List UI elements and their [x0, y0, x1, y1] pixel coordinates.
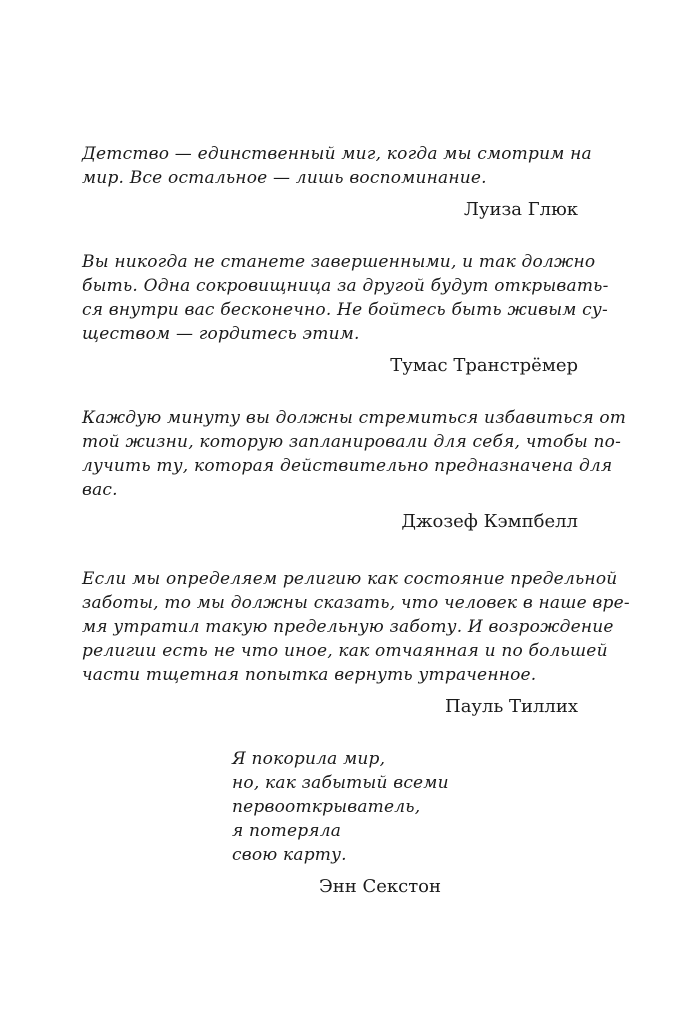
- poem-line: но, как забытый всеми: [232, 773, 449, 793]
- epigraph-tillich: [82, 567, 630, 719]
- quote-line: той жизни, которую запланировали для себя, чтобы по-: [82, 432, 622, 452]
- poem-line: первооткрыватель,: [232, 797, 421, 817]
- quote-author: Луиза Глюк: [463, 199, 578, 220]
- quote-line: лучить ту, которая действительно предназначена для: [82, 456, 613, 476]
- epigraph-gluck: [82, 142, 592, 222]
- quote-line: быть. Одна сокровищница за другой будут открывать-: [82, 276, 609, 296]
- quote-line: части тщетная попытка вернуть утраченное.: [82, 665, 537, 685]
- quote-line: мя утратил такую предельную заботу. И возрождение: [82, 617, 614, 637]
- quote-author: Тумас Транстрёмер: [390, 355, 578, 376]
- quote-line: заботы, то мы должны сказать, что человек в наше вре-: [82, 593, 630, 613]
- quote-author: Пауль Тиллих: [445, 696, 578, 717]
- quote-line: Вы никогда не станете завершенными, и так должно: [82, 252, 596, 272]
- quote-line: вас.: [82, 480, 118, 500]
- quote-line: религии есть не что иное, как отчаянная и по большей: [82, 641, 608, 661]
- poem-author: Энн Секстон: [318, 876, 441, 897]
- quote-line: ся внутри вас бесконечно. Не бойтесь быть живым су-: [82, 300, 608, 320]
- quote-line: Если мы определяем религию как состояние предельной: [82, 569, 618, 589]
- quote-line: Каждую минуту вы должны стремиться избавиться от: [82, 408, 627, 428]
- epigraph-campbell: [82, 406, 627, 534]
- quote-author: Джозеф Кэмпбелл: [401, 511, 578, 532]
- poem-line: я потеряла: [232, 821, 342, 841]
- epigraph-transtromer: [82, 250, 609, 378]
- quote-line: мир. Все остальное — лишь воспоминание.: [82, 168, 487, 188]
- poem-line: свою карту.: [232, 845, 347, 865]
- quote-line: Детство — единственный миг, когда мы смотрим на: [82, 144, 592, 164]
- poem-line: Я покорила мир,: [232, 749, 386, 769]
- poem-sexton: [232, 747, 452, 867]
- quote-line: ществом — гордитесь этим.: [82, 324, 360, 344]
